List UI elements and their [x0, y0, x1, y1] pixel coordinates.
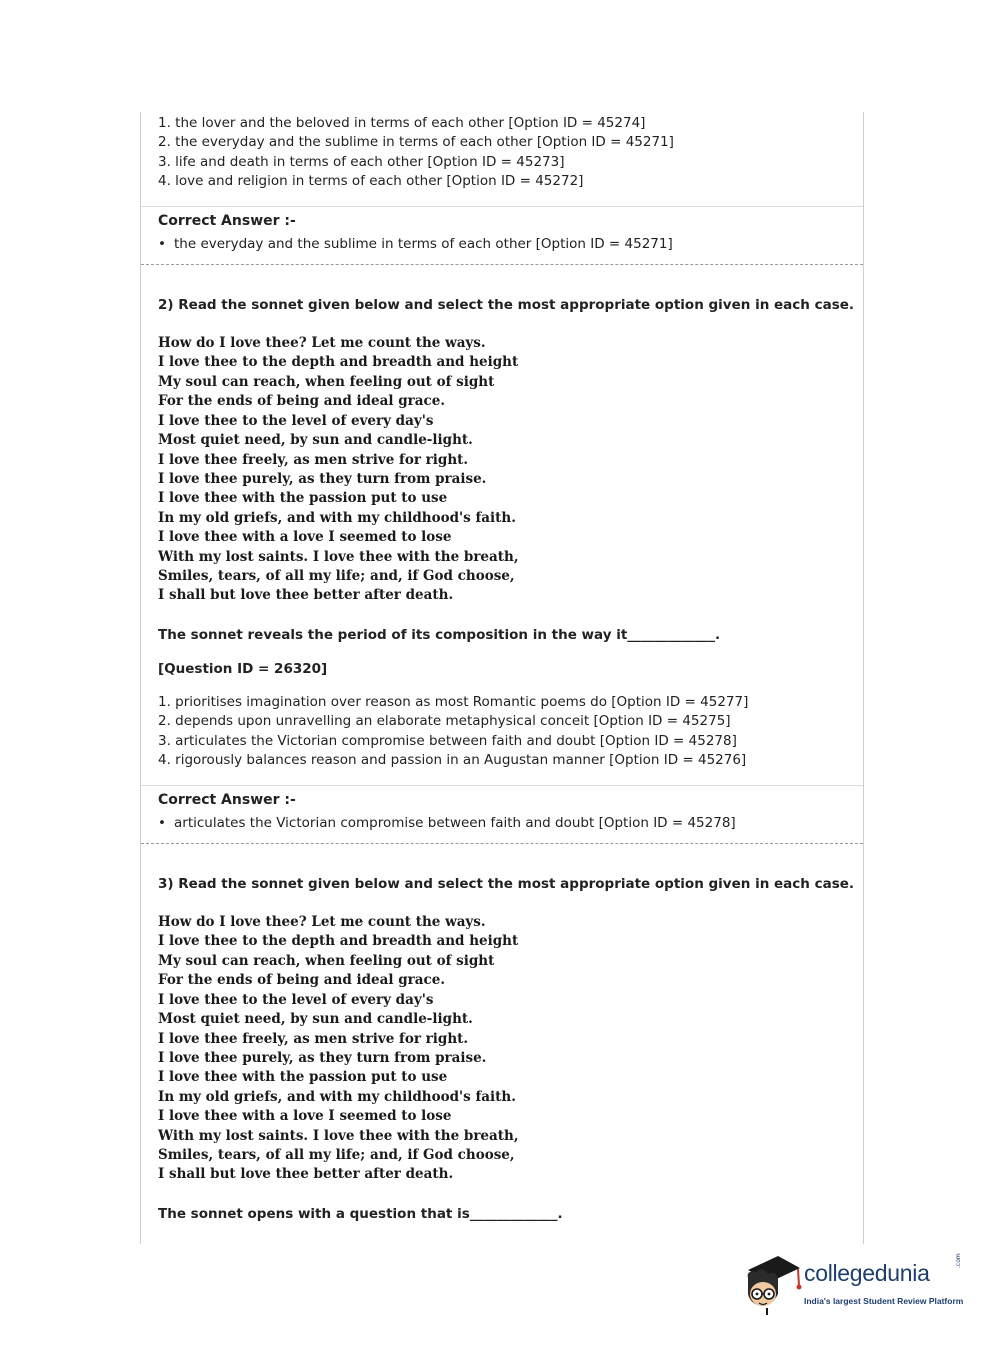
q2-question-stem: The sonnet reveals the period of its composition in the way it_____________.	[158, 627, 721, 643]
poem-line: I love thee freely, as men strive for right.	[158, 451, 469, 468]
bullet-icon: •	[158, 236, 166, 252]
question-divider	[141, 264, 863, 265]
poem-line: I love thee to the level of every day's	[158, 991, 434, 1008]
poem-line: I love thee to the level of every day's	[158, 412, 434, 429]
q3-heading: 3) Read the sonnet given below and select the most appropriate option given in each case.	[158, 876, 855, 892]
poem-line: I love thee to the depth and breadth and height	[158, 933, 519, 950]
poem-line: For the ends of being and ideal grace.	[158, 972, 446, 989]
poem-line: I love thee purely, as they turn from praise.	[158, 470, 487, 487]
q3-question-stem: The sonnet opens with a question that is_____________.	[158, 1206, 563, 1222]
bullet-icon: •	[158, 815, 166, 831]
poem-line: I love thee with the passion put to use	[158, 490, 448, 507]
q1-option: 1. the lover and the beloved in terms of each other [Option ID = 45274]	[158, 115, 646, 131]
poem-line: For the ends of being and ideal grace.	[158, 393, 446, 410]
poem-line: My soul can reach, when feeling out of sight	[158, 373, 495, 390]
poem-line: I shall but love thee better after death.	[158, 587, 454, 604]
q2-option: 4. rigorously balances reason and passion in an Augustan manner [Option ID = 45276]	[158, 752, 747, 769]
poem-line: Smiles, tears, of all my life; and, if God choose,	[158, 1147, 515, 1164]
q2-option: 1. prioritises imagination over reason as most Romantic poems do [Option ID = 45277]	[158, 694, 749, 710]
brand-tagline: India's largest Student Review Platform	[804, 1296, 964, 1306]
poem-line: I shall but love thee better after death.	[158, 1166, 454, 1183]
q2-heading: 2) Read the sonnet given below and select the most appropriate option given in each case.	[158, 297, 855, 313]
poem-line: Smiles, tears, of all my life; and, if God choose,	[158, 568, 515, 585]
q2-option: 2. depends upon unravelling an elaborate metaphysical conceit [Option ID = 45275]	[158, 713, 731, 730]
poem-line: In my old griefs, and with my childhood's faith.	[158, 1088, 516, 1105]
poem-line: With my lost saints. I love thee with the breath,	[158, 548, 519, 565]
q1-option: 4. love and religion in terms of each other [Option ID = 45272]	[158, 173, 584, 190]
q1-correct-answer	[158, 236, 673, 252]
graduate-mascot-icon	[742, 1248, 802, 1316]
poem-line: I love thee with a love I seemed to lose	[158, 529, 452, 546]
poem-line: My soul can reach, when feeling out of sight	[158, 952, 495, 969]
q1-option: 2. the everyday and the sublime in terms of each other [Option ID = 45271]	[158, 134, 674, 151]
brand-name: collegedunia	[804, 1260, 930, 1286]
poem-line: How do I love thee? Let me count the ways.	[158, 914, 486, 930]
poem-line: I love thee purely, as they turn from praise.	[158, 1049, 487, 1066]
poem-line: I love thee with a love I seemed to lose	[158, 1108, 452, 1125]
q2-option-list	[158, 693, 748, 771]
poem-line: I love thee to the depth and breadth and height	[158, 354, 519, 371]
poem-line: Most quiet need, by sun and candle-light.	[158, 1011, 473, 1028]
divider	[141, 785, 863, 786]
q1-option: 3. life and death in terms of each other [Option ID = 45273]	[158, 153, 565, 170]
poem-line: In my old griefs, and with my childhood's faith.	[158, 509, 516, 526]
q2-correct-answer-text: articulates the Victorian compromise between faith and doubt [Option ID = 45278]	[174, 815, 736, 831]
q1-correct-answer-text: the everyday and the sublime in terms of each other [Option ID = 45271]	[174, 236, 673, 252]
q2-correct-answer	[158, 815, 736, 831]
q2-question-id: [Question ID = 26320]	[158, 661, 328, 677]
question-divider	[141, 843, 863, 844]
question-paper-page	[140, 112, 864, 1244]
q3-sonnet	[158, 913, 519, 1185]
poem-line: With my lost saints. I love thee with the breath,	[158, 1127, 519, 1144]
collegedunia-logo[interactable]	[742, 1248, 972, 1323]
q2-correct-answer-label: Correct Answer :-	[158, 792, 296, 808]
divider	[141, 206, 863, 207]
poem-line: How do I love thee? Let me count the ways.	[158, 335, 486, 351]
poem-line: Most quiet need, by sun and candle-light.	[158, 432, 473, 449]
q1-option-list	[158, 114, 674, 192]
brand-suffix: .com	[955, 1253, 962, 1268]
poem-line: I love thee with the passion put to use	[158, 1069, 448, 1086]
q2-option: 3. articulates the Victorian compromise between faith and doubt [Option ID = 45278]	[158, 732, 737, 749]
q1-correct-answer-label: Correct Answer :-	[158, 213, 296, 229]
poem-line: I love thee freely, as men strive for right.	[158, 1030, 469, 1047]
q2-sonnet	[158, 334, 519, 606]
